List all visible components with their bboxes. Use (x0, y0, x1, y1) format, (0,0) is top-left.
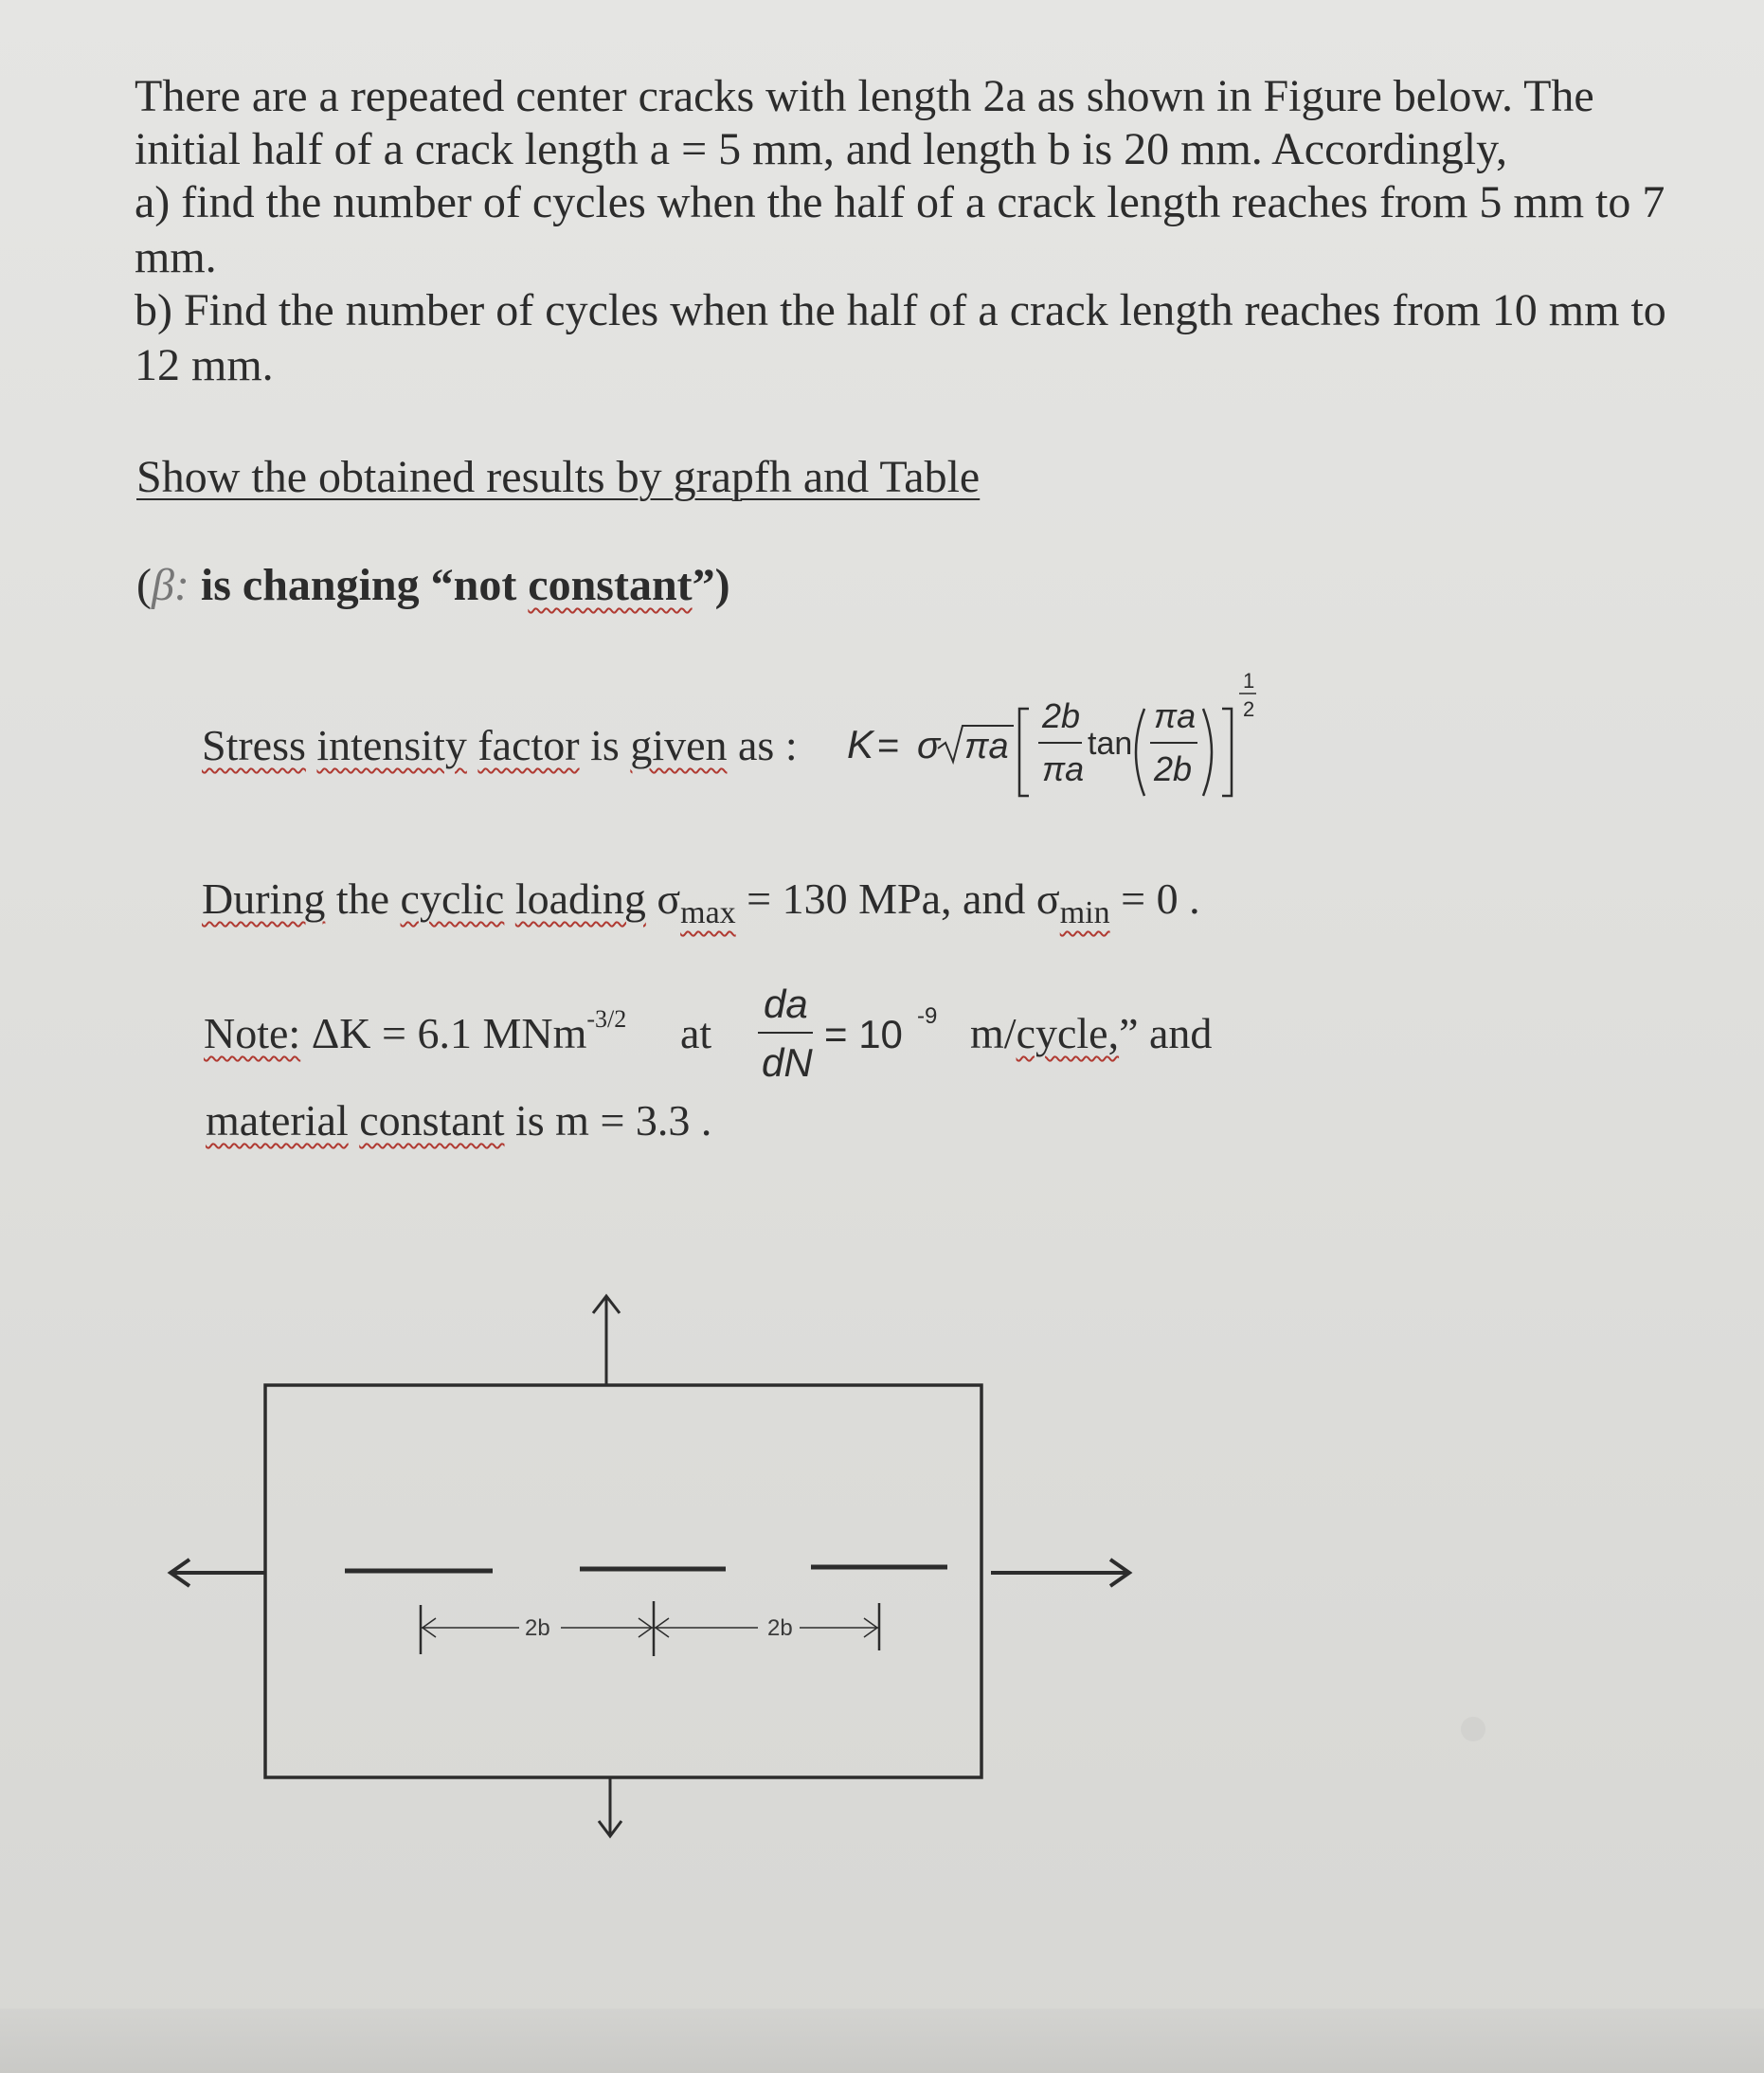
problem-line-1: There are a repeated center cracks with length 2a as shown in Figure below. The (135, 71, 1594, 121)
smudge-mark (1461, 1717, 1485, 1741)
instruction: Show the obtained results by grapfh and Table (136, 452, 981, 502)
beta-text-c: ”) (692, 560, 730, 610)
sif-pi-a: πa (964, 727, 1009, 766)
crack-plate-figure (152, 1279, 1156, 1857)
problem-line-3: a) find the number of cycles when the half of a crack length reaches from 5 mm to 7 (135, 177, 1665, 227)
note-line: Note: ΔK = 6.1 MNm$^{-3/2}$ (204, 1005, 627, 1057)
problem-line-4: mm. (135, 232, 217, 282)
tan-label: tan (1088, 726, 1133, 762)
bottom-edge-band (0, 2009, 1764, 2073)
deriv-denominator: dN (762, 1040, 813, 1085)
problem-line-6: 12 mm. (135, 340, 274, 390)
beta-text-b: constant (528, 560, 693, 610)
deriv-equals-value: = 10 (824, 1012, 903, 1056)
exp-denominator: 2 (1243, 697, 1255, 721)
note-at: at (680, 1009, 712, 1057)
frac2-denominator: 2b (1154, 749, 1193, 788)
sif-K: K (847, 722, 874, 766)
loading-line: During the cyclic loading $\sigma_{max} = 130$ MPa, and $\sigma_{min} = 0$ . (202, 874, 1200, 930)
left-bracket (1019, 709, 1029, 796)
frac1-numerator: 2b (1042, 696, 1081, 735)
sif-equals: = (877, 725, 900, 766)
frac2-numerator: πa (1154, 696, 1197, 735)
beta-text-a: is changing “not (189, 560, 529, 610)
beta-symbol: β: (151, 560, 189, 610)
problem-line-2: initial half of a crack length a = 5 mm, and length b is 20 mm. Accordingly, (135, 124, 1507, 174)
plate-outline (265, 1385, 981, 1777)
deriv-exponent: -9 (917, 1003, 938, 1029)
sif-sigma: σ (917, 725, 941, 766)
beta-paren: ( (136, 560, 152, 610)
left-paren (1136, 709, 1144, 796)
right-bracket (1222, 709, 1232, 796)
note-unit: m/cycle,” and (970, 1009, 1213, 1057)
dim-label-right: 2b (767, 1615, 793, 1641)
derivative-formula (754, 982, 981, 1086)
exp-numerator: 1 (1243, 669, 1255, 693)
deriv-numerator: da (764, 982, 808, 1026)
frac1-denominator: πa (1042, 749, 1085, 788)
beta-note (136, 560, 730, 610)
material-line: material constant is m = 3.3 . (206, 1096, 712, 1145)
dim-label-left: 2b (525, 1615, 550, 1641)
right-paren (1203, 709, 1212, 796)
sif-label: Stress intensity factor is given as : (202, 721, 798, 769)
sif-formula (843, 663, 1269, 815)
problem-line-5: b) Find the number of cycles when the half of a crack length reaches from 10 mm to (135, 285, 1666, 335)
